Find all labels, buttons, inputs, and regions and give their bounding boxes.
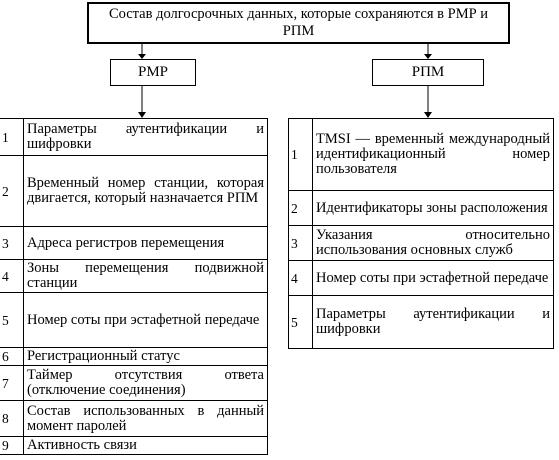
item-text: Временный номер станции, которая двигается, который назначается РПМ	[24, 156, 268, 227]
item-number: 1	[0, 119, 24, 156]
item-number: 7	[0, 366, 24, 401]
item-number: 3	[0, 227, 24, 260]
item-text: TMSI — временный международный идентификационный номер пользователя	[313, 119, 554, 191]
table-row	[289, 226, 554, 261]
table-row	[289, 191, 554, 226]
left-header-label: РМР	[137, 64, 169, 80]
item-text: Параметры аутентификации и шифровки	[24, 119, 268, 156]
table-row	[289, 261, 554, 296]
item-text: Параметры аутентификации и шифровки	[313, 296, 554, 349]
item-text: Активность связи	[24, 437, 268, 455]
table-row	[0, 293, 268, 348]
table-row	[0, 401, 268, 437]
item-text: Адреса регистров перемещения	[24, 227, 268, 260]
item-number: 6	[0, 348, 24, 366]
right-header-label: РПМ	[411, 64, 445, 80]
right-items-table	[288, 118, 554, 349]
item-number: 8	[0, 401, 24, 437]
item-number: 4	[0, 260, 24, 293]
diagram-title	[87, 2, 510, 44]
item-number: 5	[0, 293, 24, 348]
table-row	[0, 119, 268, 156]
item-number: 2	[0, 156, 24, 227]
item-text: Таймер отсутствия ответа (отключение соединения)	[24, 366, 268, 401]
table-row	[0, 227, 268, 260]
item-number: 9	[0, 437, 24, 455]
table-row	[0, 366, 268, 401]
item-number: 5	[289, 296, 313, 349]
item-text: Номер соты при эстафетной передаче	[313, 261, 554, 296]
right-header-box	[372, 59, 484, 86]
item-number: 1	[289, 119, 313, 191]
item-text: Указания относительно использования основных служб	[313, 226, 554, 261]
diagram-title-text: Состав долгосрочных данных, которые сохраняются в РМР и РПМ	[108, 6, 489, 39]
table-row	[0, 437, 268, 455]
item-text: Регистрационный статус	[24, 348, 268, 366]
item-text: Идентификаторы зоны расположения	[313, 191, 554, 226]
table-row	[0, 156, 268, 227]
item-number: 3	[289, 226, 313, 261]
item-text: Номер соты при эстафетной передаче	[24, 293, 268, 348]
left-header-box	[110, 59, 196, 86]
table-row	[0, 260, 268, 293]
item-number: 2	[289, 191, 313, 226]
left-items-table	[0, 118, 268, 455]
table-row	[289, 296, 554, 349]
table-row	[289, 119, 554, 191]
item-text: Состав использованных в данный момент паролей	[24, 401, 268, 437]
item-number: 4	[289, 261, 313, 296]
table-row	[0, 348, 268, 366]
item-text: Зоны перемещения подвижной станции	[24, 260, 268, 293]
